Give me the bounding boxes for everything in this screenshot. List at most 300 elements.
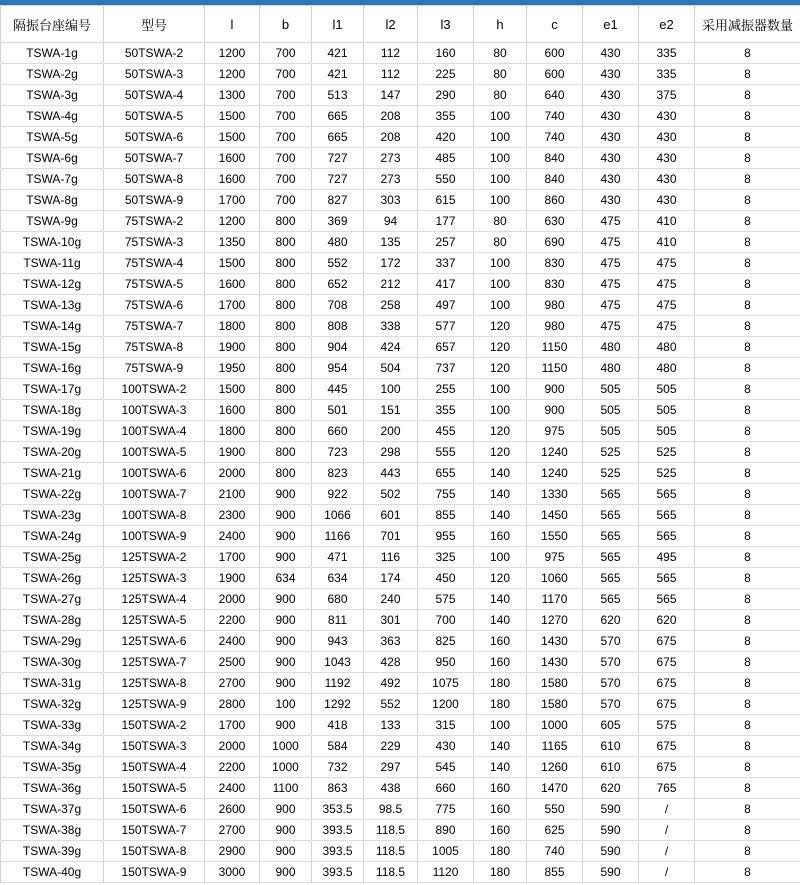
cell-h: 100	[474, 106, 527, 127]
cell-h: 160	[474, 778, 527, 799]
cell-e2: 335	[639, 64, 695, 85]
cell-e1: 430	[583, 85, 639, 106]
cell-damper_count: 8	[695, 484, 800, 505]
table-row	[1, 148, 800, 169]
cell-model: 100TSWA-4	[104, 421, 205, 442]
cell-l3: 825	[418, 631, 474, 652]
cell-model: 100TSWA-5	[104, 442, 205, 463]
cell-damper_count: 8	[695, 232, 800, 253]
cell-l: 2400	[205, 631, 260, 652]
column-header-b: b	[260, 6, 312, 43]
cell-h: 180	[474, 673, 527, 694]
cell-l3: 485	[418, 148, 474, 169]
cell-l: 1800	[205, 421, 260, 442]
cell-h: 160	[474, 631, 527, 652]
cell-l1: 727	[312, 148, 364, 169]
table-row	[1, 400, 800, 421]
cell-damper_count: 8	[695, 316, 800, 337]
cell-id: TSWA-10g	[1, 232, 104, 253]
cell-b: 900	[260, 505, 312, 526]
cell-l3: 290	[418, 85, 474, 106]
cell-model: 100TSWA-8	[104, 505, 205, 526]
cell-b: 800	[260, 316, 312, 337]
cell-model: 150TSWA-8	[104, 841, 205, 862]
column-header-id: 隔振台座编号	[1, 6, 104, 43]
cell-l1: 421	[312, 64, 364, 85]
cell-e2: 475	[639, 316, 695, 337]
cell-b: 800	[260, 232, 312, 253]
cell-e1: 620	[583, 778, 639, 799]
cell-e1: 430	[583, 127, 639, 148]
cell-c: 980	[527, 316, 583, 337]
cell-model: 125TSWA-3	[104, 568, 205, 589]
cell-h: 140	[474, 736, 527, 757]
cell-e1: 565	[583, 526, 639, 547]
cell-h: 80	[474, 43, 527, 64]
cell-c: 625	[527, 820, 583, 841]
cell-l2: 229	[364, 736, 418, 757]
cell-e1: 610	[583, 757, 639, 778]
cell-e1: 430	[583, 43, 639, 64]
cell-c: 830	[527, 253, 583, 274]
cell-l1: 1043	[312, 652, 364, 673]
cell-l: 2700	[205, 820, 260, 841]
cell-l3: 755	[418, 484, 474, 505]
cell-model: 100TSWA-2	[104, 379, 205, 400]
cell-l: 2400	[205, 778, 260, 799]
cell-b: 800	[260, 379, 312, 400]
cell-c: 860	[527, 190, 583, 211]
cell-l2: 208	[364, 127, 418, 148]
cell-l: 1500	[205, 106, 260, 127]
cell-l2: 240	[364, 589, 418, 610]
cell-damper_count: 8	[695, 127, 800, 148]
cell-e2: 525	[639, 442, 695, 463]
cell-h: 80	[474, 85, 527, 106]
cell-l: 1600	[205, 148, 260, 169]
cell-c: 600	[527, 64, 583, 85]
cell-e2: 430	[639, 169, 695, 190]
cell-c: 1060	[527, 568, 583, 589]
cell-l3: 545	[418, 757, 474, 778]
cell-b: 900	[260, 862, 312, 883]
cell-model: 100TSWA-3	[104, 400, 205, 421]
cell-l3: 775	[418, 799, 474, 820]
cell-e1: 565	[583, 547, 639, 568]
cell-id: TSWA-7g	[1, 169, 104, 190]
table-row	[1, 547, 800, 568]
cell-c: 900	[527, 400, 583, 421]
cell-l2: 118.5	[364, 862, 418, 883]
cell-e2: /	[639, 820, 695, 841]
cell-l1: 393.5	[312, 841, 364, 862]
cell-l2: 273	[364, 169, 418, 190]
cell-b: 700	[260, 64, 312, 85]
cell-l1: 513	[312, 85, 364, 106]
column-header-e1: e1	[583, 6, 639, 43]
cell-e1: 430	[583, 64, 639, 85]
cell-damper_count: 8	[695, 610, 800, 631]
cell-damper_count: 8	[695, 400, 800, 421]
cell-model: 50TSWA-7	[104, 148, 205, 169]
cell-h: 180	[474, 841, 527, 862]
cell-model: 50TSWA-6	[104, 127, 205, 148]
cell-model: 150TSWA-3	[104, 736, 205, 757]
cell-model: 150TSWA-7	[104, 820, 205, 841]
cell-l: 1200	[205, 211, 260, 232]
cell-l3: 890	[418, 820, 474, 841]
cell-id: TSWA-23g	[1, 505, 104, 526]
cell-l2: 428	[364, 652, 418, 673]
cell-b: 800	[260, 337, 312, 358]
cell-c: 1165	[527, 736, 583, 757]
cell-l3: 575	[418, 589, 474, 610]
column-header-c: c	[527, 6, 583, 43]
cell-e1: 475	[583, 211, 639, 232]
table-row	[1, 862, 800, 883]
cell-l3: 420	[418, 127, 474, 148]
cell-e2: 675	[639, 652, 695, 673]
cell-h: 100	[474, 295, 527, 316]
table-row	[1, 589, 800, 610]
cell-damper_count: 8	[695, 736, 800, 757]
table-row	[1, 778, 800, 799]
cell-e2: /	[639, 841, 695, 862]
cell-damper_count: 8	[695, 169, 800, 190]
cell-id: TSWA-27g	[1, 589, 104, 610]
cell-model: 75TSWA-5	[104, 274, 205, 295]
cell-damper_count: 8	[695, 820, 800, 841]
cell-h: 140	[474, 610, 527, 631]
cell-h: 100	[474, 127, 527, 148]
cell-b: 700	[260, 169, 312, 190]
table-row	[1, 715, 800, 736]
cell-l2: 701	[364, 526, 418, 547]
cell-l2: 172	[364, 253, 418, 274]
cell-model: 75TSWA-8	[104, 337, 205, 358]
cell-h: 140	[474, 505, 527, 526]
cell-l: 2000	[205, 463, 260, 484]
cell-e2: 575	[639, 715, 695, 736]
cell-e2: 375	[639, 85, 695, 106]
cell-e1: 565	[583, 484, 639, 505]
cell-damper_count: 8	[695, 673, 800, 694]
cell-b: 900	[260, 484, 312, 505]
table-row	[1, 610, 800, 631]
table-row	[1, 85, 800, 106]
cell-h: 120	[474, 568, 527, 589]
cell-model: 75TSWA-3	[104, 232, 205, 253]
cell-e2: /	[639, 862, 695, 883]
cell-id: TSWA-1g	[1, 43, 104, 64]
cell-h: 160	[474, 526, 527, 547]
cell-damper_count: 8	[695, 85, 800, 106]
cell-h: 100	[474, 274, 527, 295]
cell-l: 2700	[205, 673, 260, 694]
cell-l2: 338	[364, 316, 418, 337]
cell-l2: 174	[364, 568, 418, 589]
cell-model: 50TSWA-3	[104, 64, 205, 85]
cell-model: 125TSWA-6	[104, 631, 205, 652]
cell-e2: 675	[639, 673, 695, 694]
cell-b: 900	[260, 820, 312, 841]
cell-id: TSWA-5g	[1, 127, 104, 148]
cell-e2: 565	[639, 505, 695, 526]
cell-model: 125TSWA-5	[104, 610, 205, 631]
cell-damper_count: 8	[695, 211, 800, 232]
table-row	[1, 463, 800, 484]
table-row	[1, 757, 800, 778]
cell-e1: 590	[583, 820, 639, 841]
cell-e1: 570	[583, 694, 639, 715]
cell-model: 150TSWA-2	[104, 715, 205, 736]
cell-l2: 112	[364, 43, 418, 64]
cell-l2: 363	[364, 631, 418, 652]
cell-l1: 723	[312, 442, 364, 463]
cell-b: 700	[260, 190, 312, 211]
cell-b: 900	[260, 526, 312, 547]
cell-damper_count: 8	[695, 526, 800, 547]
cell-id: TSWA-37g	[1, 799, 104, 820]
cell-e2: 675	[639, 694, 695, 715]
table-row	[1, 316, 800, 337]
cell-c: 1550	[527, 526, 583, 547]
cell-l: 1200	[205, 64, 260, 85]
cell-e1: 475	[583, 295, 639, 316]
cell-model: 50TSWA-8	[104, 169, 205, 190]
column-header-l3: l3	[418, 6, 474, 43]
cell-e1: 505	[583, 379, 639, 400]
cell-l3: 1120	[418, 862, 474, 883]
cell-l1: 680	[312, 589, 364, 610]
cell-e2: 475	[639, 295, 695, 316]
cell-id: TSWA-25g	[1, 547, 104, 568]
cell-e1: 430	[583, 169, 639, 190]
cell-id: TSWA-13g	[1, 295, 104, 316]
cell-h: 180	[474, 862, 527, 883]
cell-l: 2300	[205, 505, 260, 526]
cell-id: TSWA-39g	[1, 841, 104, 862]
cell-l3: 177	[418, 211, 474, 232]
cell-c: 980	[527, 295, 583, 316]
cell-e2: 565	[639, 568, 695, 589]
cell-b: 800	[260, 211, 312, 232]
cell-h: 80	[474, 211, 527, 232]
cell-id: TSWA-16g	[1, 358, 104, 379]
table-row	[1, 43, 800, 64]
cell-l1: 501	[312, 400, 364, 421]
cell-h: 100	[474, 547, 527, 568]
cell-model: 75TSWA-2	[104, 211, 205, 232]
cell-damper_count: 8	[695, 295, 800, 316]
cell-e1: 480	[583, 358, 639, 379]
cell-l2: 301	[364, 610, 418, 631]
cell-l2: 552	[364, 694, 418, 715]
cell-c: 975	[527, 547, 583, 568]
cell-l3: 577	[418, 316, 474, 337]
cell-damper_count: 8	[695, 505, 800, 526]
cell-e1: 570	[583, 631, 639, 652]
cell-b: 900	[260, 841, 312, 862]
cell-e2: 430	[639, 148, 695, 169]
cell-l2: 504	[364, 358, 418, 379]
cell-c: 1240	[527, 442, 583, 463]
cell-l2: 208	[364, 106, 418, 127]
cell-model: 100TSWA-9	[104, 526, 205, 547]
cell-e2: 765	[639, 778, 695, 799]
cell-l3: 950	[418, 652, 474, 673]
cell-l: 1200	[205, 43, 260, 64]
cell-h: 100	[474, 715, 527, 736]
cell-id: TSWA-3g	[1, 85, 104, 106]
cell-l2: 118.5	[364, 820, 418, 841]
cell-l2: 135	[364, 232, 418, 253]
table-row	[1, 841, 800, 862]
cell-l1: 584	[312, 736, 364, 757]
cell-b: 900	[260, 652, 312, 673]
cell-l2: 112	[364, 64, 418, 85]
cell-b: 800	[260, 253, 312, 274]
table-row	[1, 421, 800, 442]
table-row	[1, 232, 800, 253]
cell-l3: 160	[418, 43, 474, 64]
cell-b: 700	[260, 127, 312, 148]
cell-model: 75TSWA-4	[104, 253, 205, 274]
cell-model: 150TSWA-6	[104, 799, 205, 820]
cell-c: 1240	[527, 463, 583, 484]
cell-id: TSWA-9g	[1, 211, 104, 232]
cell-l2: 438	[364, 778, 418, 799]
cell-id: TSWA-26g	[1, 568, 104, 589]
cell-l: 1950	[205, 358, 260, 379]
cell-e2: 475	[639, 253, 695, 274]
table-row	[1, 568, 800, 589]
cell-l2: 133	[364, 715, 418, 736]
cell-model: 50TSWA-5	[104, 106, 205, 127]
cell-id: TSWA-11g	[1, 253, 104, 274]
cell-l2: 118.5	[364, 841, 418, 862]
cell-b: 900	[260, 715, 312, 736]
cell-l: 1700	[205, 547, 260, 568]
cell-model: 75TSWA-9	[104, 358, 205, 379]
cell-l: 2200	[205, 610, 260, 631]
cell-l1: 393.5	[312, 862, 364, 883]
cell-l1: 369	[312, 211, 364, 232]
cell-l: 1700	[205, 715, 260, 736]
cell-c: 1330	[527, 484, 583, 505]
cell-damper_count: 8	[695, 757, 800, 778]
cell-l1: 1166	[312, 526, 364, 547]
cell-l1: 922	[312, 484, 364, 505]
table-row	[1, 358, 800, 379]
cell-damper_count: 8	[695, 43, 800, 64]
cell-l: 2000	[205, 589, 260, 610]
cell-damper_count: 8	[695, 64, 800, 85]
cell-b: 800	[260, 274, 312, 295]
cell-b: 900	[260, 673, 312, 694]
cell-b: 1000	[260, 736, 312, 757]
cell-e1: 430	[583, 148, 639, 169]
cell-id: TSWA-29g	[1, 631, 104, 652]
table-row	[1, 169, 800, 190]
cell-id: TSWA-31g	[1, 673, 104, 694]
cell-l: 1600	[205, 169, 260, 190]
cell-c: 740	[527, 106, 583, 127]
cell-damper_count: 8	[695, 631, 800, 652]
cell-l1: 863	[312, 778, 364, 799]
cell-l1: 708	[312, 295, 364, 316]
cell-e1: 590	[583, 841, 639, 862]
cell-id: TSWA-2g	[1, 64, 104, 85]
cell-e1: 605	[583, 715, 639, 736]
cell-l1: 418	[312, 715, 364, 736]
cell-l3: 1005	[418, 841, 474, 862]
cell-l3: 700	[418, 610, 474, 631]
cell-l2: 200	[364, 421, 418, 442]
cell-e2: 430	[639, 190, 695, 211]
cell-b: 100	[260, 694, 312, 715]
cell-h: 140	[474, 757, 527, 778]
cell-e1: 620	[583, 610, 639, 631]
cell-h: 100	[474, 253, 527, 274]
cell-e2: 565	[639, 526, 695, 547]
cell-e1: 565	[583, 589, 639, 610]
table-row	[1, 64, 800, 85]
cell-c: 855	[527, 862, 583, 883]
cell-model: 125TSWA-2	[104, 547, 205, 568]
cell-l2: 100	[364, 379, 418, 400]
cell-l2: 147	[364, 85, 418, 106]
cell-l3: 257	[418, 232, 474, 253]
cell-l1: 665	[312, 106, 364, 127]
cell-l: 2500	[205, 652, 260, 673]
cell-e2: 430	[639, 106, 695, 127]
cell-id: TSWA-20g	[1, 442, 104, 463]
cell-l1: 727	[312, 169, 364, 190]
cell-c: 1150	[527, 358, 583, 379]
cell-b: 800	[260, 358, 312, 379]
cell-id: TSWA-30g	[1, 652, 104, 673]
cell-l3: 355	[418, 400, 474, 421]
cell-l1: 421	[312, 43, 364, 64]
cell-l2: 424	[364, 337, 418, 358]
table-row	[1, 505, 800, 526]
cell-b: 700	[260, 43, 312, 64]
cell-id: TSWA-18g	[1, 400, 104, 421]
cell-id: TSWA-19g	[1, 421, 104, 442]
cell-c: 1150	[527, 337, 583, 358]
cell-b: 634	[260, 568, 312, 589]
cell-damper_count: 8	[695, 652, 800, 673]
column-header-damper_count: 采用减振器数量	[695, 6, 800, 43]
cell-damper_count: 8	[695, 106, 800, 127]
cell-l1: 471	[312, 547, 364, 568]
table-row	[1, 484, 800, 505]
cell-model: 100TSWA-7	[104, 484, 205, 505]
cell-l1: 811	[312, 610, 364, 631]
cell-l: 1800	[205, 316, 260, 337]
cell-id: TSWA-24g	[1, 526, 104, 547]
cell-id: TSWA-15g	[1, 337, 104, 358]
cell-l3: 657	[418, 337, 474, 358]
cell-h: 160	[474, 652, 527, 673]
cell-b: 1100	[260, 778, 312, 799]
cell-damper_count: 8	[695, 253, 800, 274]
cell-l1: 827	[312, 190, 364, 211]
cell-b: 800	[260, 463, 312, 484]
cell-e2: 335	[639, 43, 695, 64]
cell-e1: 590	[583, 799, 639, 820]
